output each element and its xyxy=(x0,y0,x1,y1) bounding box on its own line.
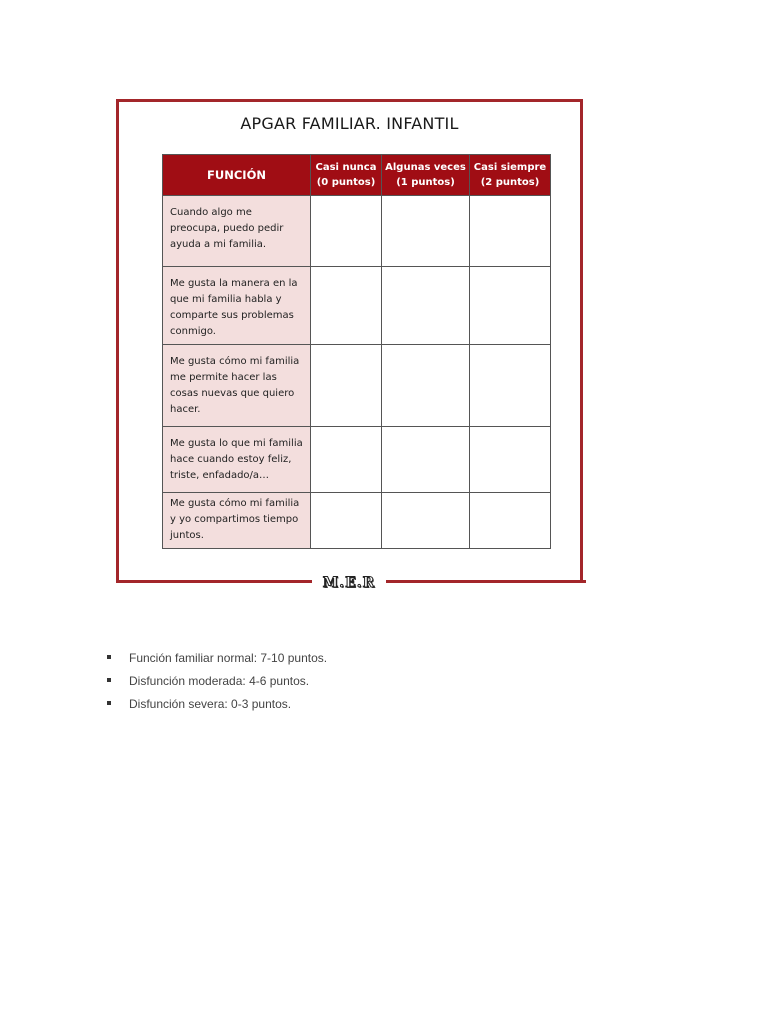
row-question: Me gusta la manera en la que mi familia habla y comparte sus problemas conmigo. xyxy=(163,267,311,345)
header-casi-nunca: Casi nunca (0 puntos) xyxy=(311,155,382,196)
row-question: Me gusta lo que mi familia hace cuando estoy feliz, triste, enfadado/a… xyxy=(163,427,311,493)
list-item: Función familiar normal: 7-10 puntos. xyxy=(106,648,327,671)
answer-cell-casi-siempre[interactable] xyxy=(470,493,551,549)
answer-cell-casi-nunca[interactable] xyxy=(311,345,382,427)
table-row xyxy=(163,267,551,345)
list-item: Disfunción severa: 0-3 puntos. xyxy=(106,694,327,717)
table-row xyxy=(163,427,551,493)
answer-cell-casi-siempre[interactable] xyxy=(470,427,551,493)
answer-cell-casi-nunca[interactable] xyxy=(311,427,382,493)
header-function: FUNCIÓN xyxy=(163,155,311,196)
bullet-square-icon xyxy=(107,678,111,682)
row-question: Cuando algo me preocupa, puedo pedir ayuda a mi familia. xyxy=(163,196,311,267)
bullet-square-icon xyxy=(107,655,111,659)
scoring-notes-list xyxy=(106,648,327,717)
answer-cell-casi-siempre[interactable] xyxy=(470,196,551,267)
frame-bottom-right-line xyxy=(386,580,586,583)
table-header-row xyxy=(163,155,551,196)
apgar-table xyxy=(162,154,551,549)
frame-bottom-left-line xyxy=(116,580,312,583)
row-question: Me gusta cómo mi familia me permite hacer las cosas nuevas que quiero hacer. xyxy=(163,345,311,427)
answer-cell-algunas-veces[interactable] xyxy=(382,345,470,427)
bullet-square-icon xyxy=(107,701,111,705)
table-row xyxy=(163,196,551,267)
answer-cell-algunas-veces[interactable] xyxy=(382,196,470,267)
answer-cell-algunas-veces[interactable] xyxy=(382,427,470,493)
table-row xyxy=(163,493,551,549)
answer-cell-algunas-veces[interactable] xyxy=(382,267,470,345)
answer-cell-algunas-veces[interactable] xyxy=(382,493,470,549)
document-title: APGAR FAMILIAR. INFANTIL xyxy=(240,114,459,133)
answer-cell-casi-siempre[interactable] xyxy=(470,267,551,345)
answer-cell-casi-nunca[interactable] xyxy=(311,196,382,267)
answer-cell-casi-nunca[interactable] xyxy=(311,493,382,549)
header-algunas-veces: Algunas veces (1 puntos) xyxy=(382,155,470,196)
header-casi-siempre: Casi siempre (2 puntos) xyxy=(470,155,551,196)
row-question: Me gusta cómo mi familia y yo compartimos tiempo juntos. xyxy=(163,493,311,549)
answer-cell-casi-siempre[interactable] xyxy=(470,345,551,427)
signature-logo: M.E.R xyxy=(322,575,376,591)
answer-cell-casi-nunca[interactable] xyxy=(311,267,382,345)
table-row xyxy=(163,345,551,427)
list-item: Disfunción moderada: 4-6 puntos. xyxy=(106,671,327,694)
